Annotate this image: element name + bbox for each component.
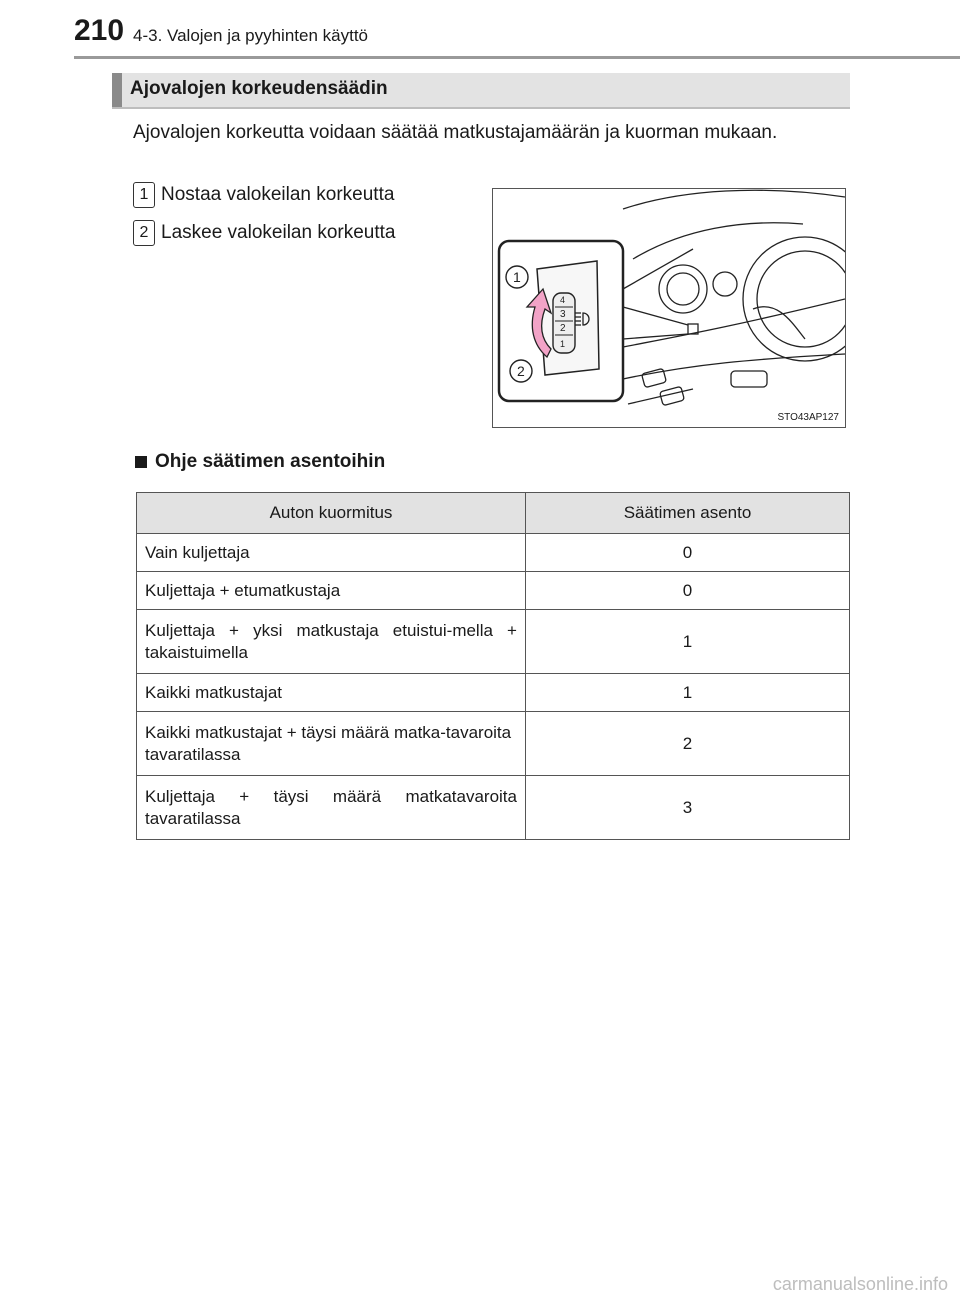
dashboard-line (623, 190, 845, 209)
steering-wheel (743, 237, 845, 361)
illustration (492, 188, 846, 428)
dashboard-drawing (493, 189, 845, 427)
pedal (731, 371, 767, 387)
table-cell-load: Kuljettaja + yksi matkustaja etuistui-mella + takaistuimella (137, 610, 526, 674)
callout-2 (133, 220, 395, 246)
callout-1-text: Nostaa valokeilan korkeutta (161, 184, 395, 205)
steering-spoke (753, 307, 805, 339)
table-header-load: Auton kuormitus (137, 493, 526, 534)
callout-1 (133, 182, 394, 208)
dashboard-line (623, 354, 845, 379)
svg-text:2: 2 (517, 363, 525, 379)
subheading (135, 451, 385, 473)
table-row (137, 610, 850, 674)
table-row (137, 776, 850, 840)
pointer-line (623, 307, 688, 325)
page-number: 210 (74, 14, 125, 47)
table-row (137, 712, 850, 776)
subheading-text: Ohje säätimen asentoihin (155, 451, 386, 472)
section-title: Ajovalojen korkeudensäädin (130, 78, 388, 99)
table-header-position: Säätimen asento (526, 493, 850, 534)
table-cell-position: 1 (526, 674, 850, 712)
section-bar (112, 73, 850, 109)
header-rule (74, 56, 960, 59)
air-vent (659, 265, 707, 313)
dial (553, 293, 575, 353)
table-row (137, 674, 850, 712)
intro-paragraph: Ajovalojen korkeutta voidaan säätää matkustajamäärän ja kuorman mukaan. (133, 122, 778, 143)
subheading-square-icon (135, 456, 147, 468)
dashboard-line (623, 249, 693, 289)
table-row (137, 534, 850, 572)
callout-marker-2 (510, 360, 532, 382)
dial-mark: 4 (560, 295, 566, 305)
table-cell-position: 3 (526, 776, 850, 840)
table-row (137, 572, 850, 610)
watermark: carmanualsonline.info (772, 1274, 948, 1294)
dashboard-line (613, 299, 845, 349)
steering-wheel (757, 251, 845, 347)
figure-code: STO43AP127 (777, 412, 839, 423)
callout-2-number: 2 (133, 220, 155, 246)
section-bar-accent (112, 73, 122, 107)
load-table (136, 492, 850, 840)
chapter-title: 4-3. Valojen ja pyyhinten käyttö (133, 26, 368, 45)
callout-1-number: 1 (133, 182, 155, 208)
table-cell-position: 2 (526, 712, 850, 776)
dashboard-line (633, 223, 803, 259)
table-cell-load: Kaikki matkustajat + täysi määrä matka-tavaroita tavaratilassa (137, 712, 526, 776)
dial-mark: 1 (560, 339, 566, 349)
air-vent (713, 272, 737, 296)
dial-mark: 3 (560, 309, 566, 320)
table-header-row (137, 493, 850, 534)
callout-2-text: Laskee valokeilan korkeutta (161, 222, 396, 243)
table-cell-position: 0 (526, 534, 850, 572)
svg-text:1: 1 (513, 269, 521, 285)
table-cell-load: Kuljettaja + täysi määrä matkatavaroita tavaratilassa (137, 776, 526, 840)
table-cell-position: 0 (526, 572, 850, 610)
table-cell-load: Kuljettaja + etumatkustaja (137, 572, 526, 610)
table-cell-load: Vain kuljettaja (137, 534, 526, 572)
table-cell-position: 1 (526, 610, 850, 674)
air-vent (667, 273, 699, 305)
callout-marker-1 (506, 266, 528, 288)
dial-mark: 2 (560, 323, 566, 334)
table-cell-load: Kaikki matkustajat (137, 674, 526, 712)
